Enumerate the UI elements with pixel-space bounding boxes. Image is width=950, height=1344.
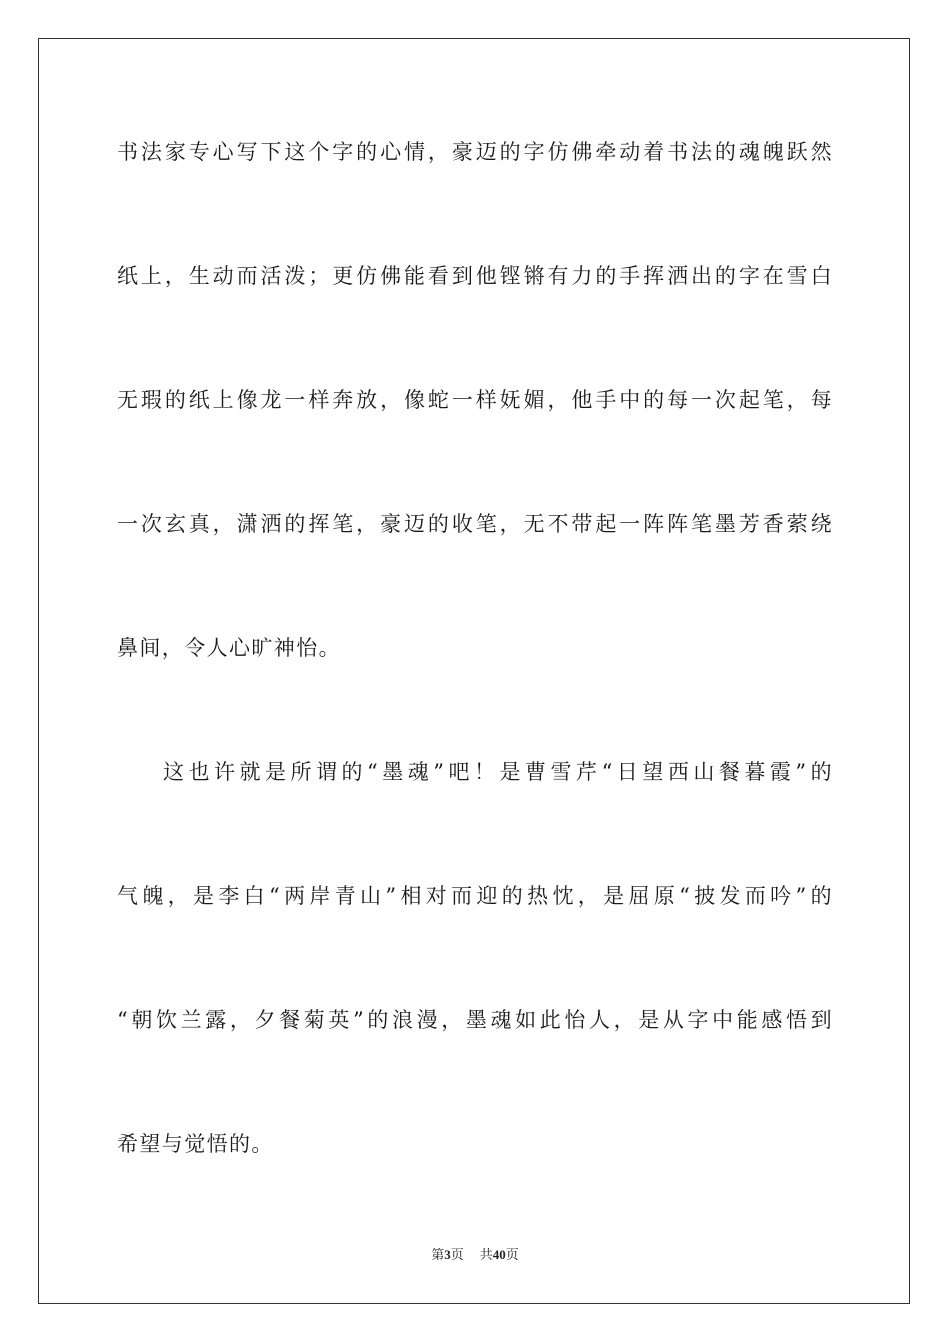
paragraph-line-5: 鼻间，令人心旷神怡。: [117, 636, 341, 660]
page-footer: [0, 1246, 950, 1265]
page-suffix: 页: [450, 1248, 464, 1263]
paragraph-line-8: “朝饮兰露，夕餐菊英”的浪漫，墨魂如此怡人，是从字中能感悟到: [117, 1008, 833, 1032]
total-suffix: 页: [505, 1248, 519, 1263]
total-prefix: 共: [479, 1248, 493, 1263]
paragraph-line-3: 无瑕的纸上像龙一样奔放，像蛇一样妩媚，他手中的每一次起笔，每: [117, 388, 833, 412]
page-number: 3: [444, 1247, 451, 1262]
paragraph-line-1: 书法家专心写下这个字的心情，豪迈的字仿佛牵动着书法的魂魄跃然: [117, 140, 833, 164]
paragraph-line-9: 希望与觉悟的。: [117, 1132, 274, 1156]
paragraph-line-6: 这也许就是所谓的“墨魂”吧！是曹雪芹“日望西山餐暮霞”的: [163, 760, 833, 784]
page-prefix: 第: [431, 1248, 445, 1263]
total-pages: 40: [492, 1247, 506, 1262]
paragraph-line-7: 气魄，是李白“两岸青山”相对而迎的热忱，是屈原“披发而吟”的: [117, 884, 833, 908]
paragraph-line-2: 纸上，生动而活泼；更仿佛能看到他铿锵有力的手挥洒出的字在雪白: [117, 264, 833, 288]
page-border: [38, 38, 910, 1304]
paragraph-line-4: 一次玄真，潇洒的挥笔，豪迈的收笔，无不带起一阵阵笔墨芳香萦绕: [117, 512, 833, 536]
